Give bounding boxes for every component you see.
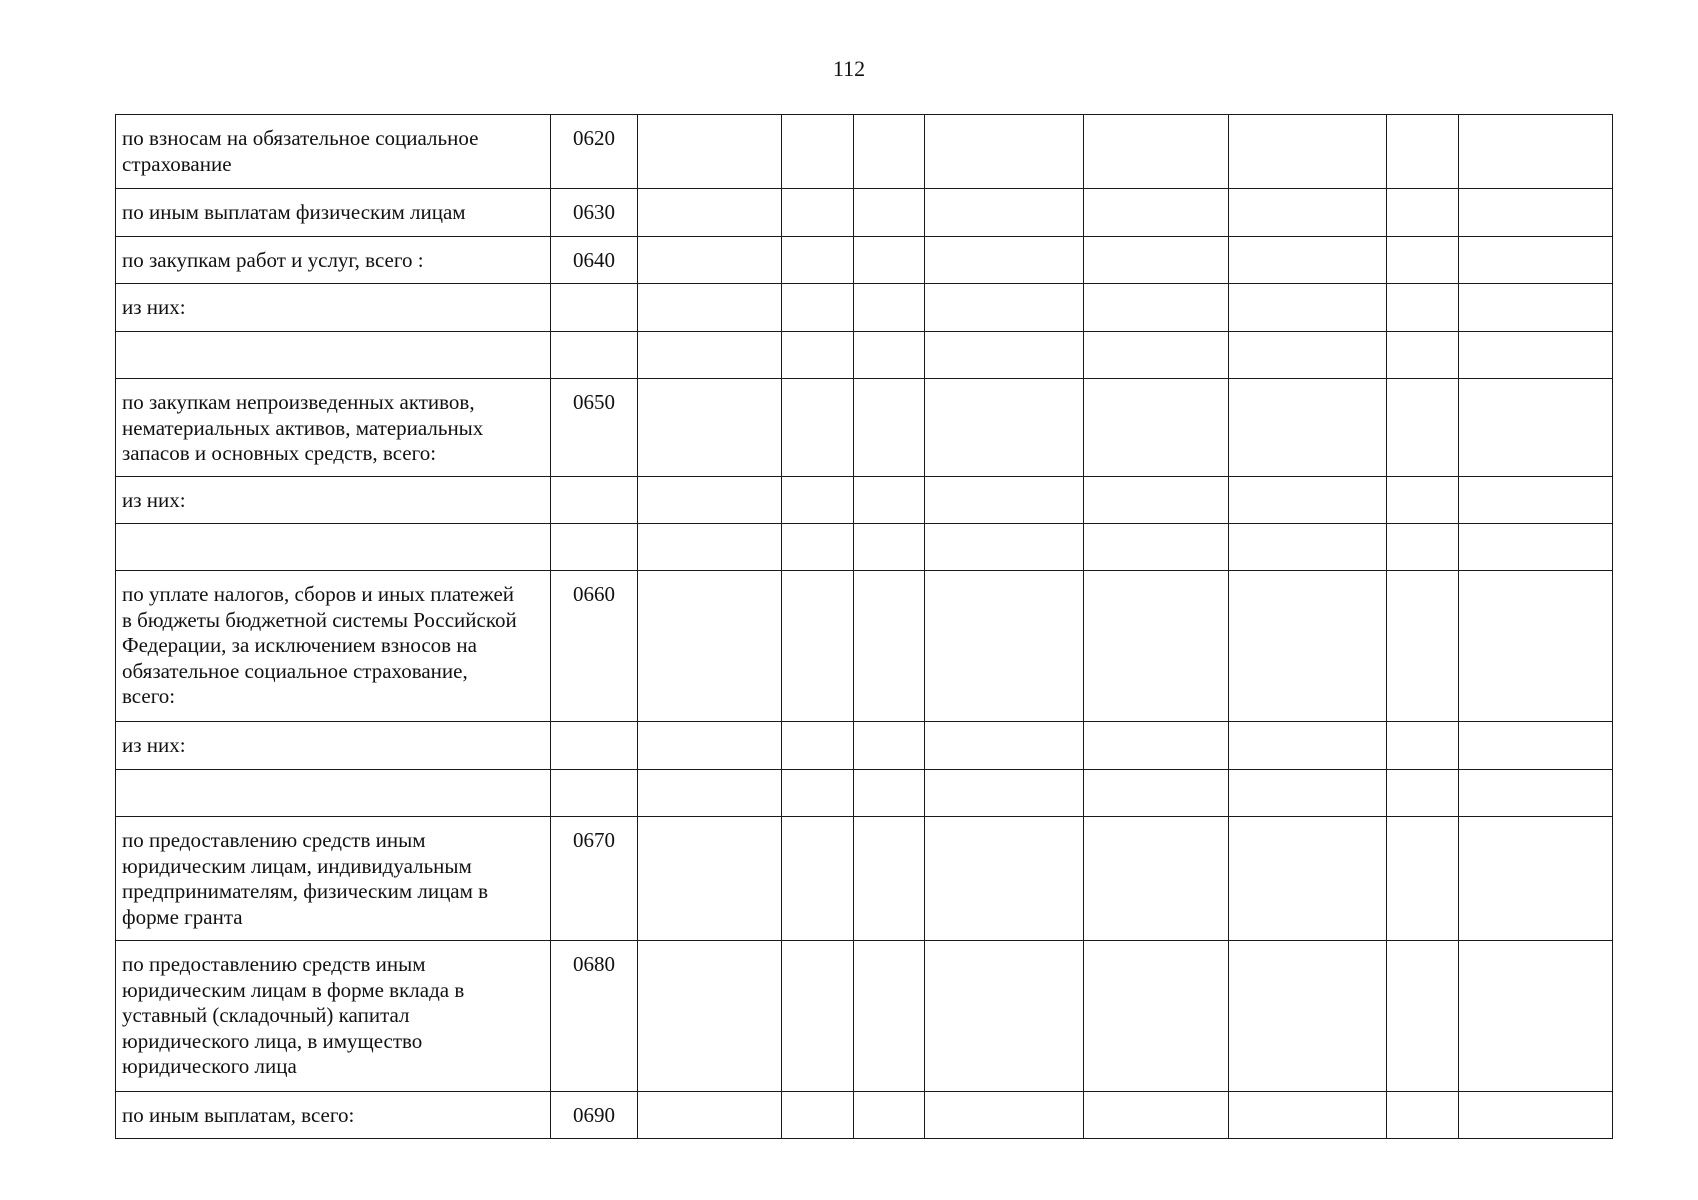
value-cell <box>1459 941 1613 1092</box>
value-cell <box>1459 237 1613 284</box>
value-cell <box>1084 379 1229 477</box>
value-cell <box>925 189 1084 237</box>
value-cell <box>1084 722 1229 770</box>
value-cell <box>1459 524 1613 571</box>
table-row <box>116 237 1613 284</box>
value-cell <box>782 284 854 332</box>
table-row <box>116 115 1613 189</box>
value-cell <box>854 477 925 524</box>
value-cell <box>925 722 1084 770</box>
value-cell <box>782 524 854 571</box>
value-cell <box>1229 284 1387 332</box>
value-cell <box>638 237 782 284</box>
value-cell <box>1387 379 1459 477</box>
value-cell <box>1387 477 1459 524</box>
row-code <box>551 524 638 571</box>
value-cell <box>854 332 925 379</box>
value-cell <box>782 571 854 722</box>
row-label: из них: <box>116 722 551 770</box>
value-cell <box>782 189 854 237</box>
value-cell <box>1084 817 1229 941</box>
value-cell <box>854 941 925 1092</box>
row-label: по взносам на обязательное социальное страхование <box>116 115 551 189</box>
value-cell <box>854 1092 925 1139</box>
row-label: по закупкам работ и услуг, всего : <box>116 237 551 284</box>
row-label: по предоставлению средств иным юридическим лицам в форме вклада в уставный (складочный) капитал юридического лица, в имущество юридического лица <box>116 941 551 1092</box>
value-cell <box>925 379 1084 477</box>
value-cell <box>638 284 782 332</box>
value-cell <box>1459 1092 1613 1139</box>
value-cell <box>1387 237 1459 284</box>
value-cell <box>925 284 1084 332</box>
row-code: 0640 <box>551 237 638 284</box>
table-row <box>116 379 1613 477</box>
value-cell <box>1459 115 1613 189</box>
value-cell <box>1229 1092 1387 1139</box>
value-cell <box>1084 1092 1229 1139</box>
row-label: по предоставлению средств иным юридическим лицам, индивидуальным предпринимателям, физическим лицам в форме гранта <box>116 817 551 941</box>
value-cell <box>1459 477 1613 524</box>
value-cell <box>1387 722 1459 770</box>
row-code <box>551 770 638 817</box>
value-cell <box>854 722 925 770</box>
value-cell <box>638 817 782 941</box>
row-label <box>116 524 551 571</box>
row-code <box>551 477 638 524</box>
value-cell <box>782 770 854 817</box>
value-cell <box>782 332 854 379</box>
table-row <box>116 189 1613 237</box>
value-cell <box>1229 379 1387 477</box>
value-cell <box>638 379 782 477</box>
value-cell <box>638 571 782 722</box>
value-cell <box>1229 571 1387 722</box>
value-cell <box>854 189 925 237</box>
value-cell <box>854 817 925 941</box>
value-cell <box>854 770 925 817</box>
table-row <box>116 817 1613 941</box>
value-cell <box>1229 189 1387 237</box>
row-label <box>116 770 551 817</box>
table-row <box>116 941 1613 1092</box>
row-code: 0660 <box>551 571 638 722</box>
value-cell <box>1084 237 1229 284</box>
value-cell <box>1084 332 1229 379</box>
value-cell <box>1084 284 1229 332</box>
row-label: из них: <box>116 284 551 332</box>
value-cell <box>1459 722 1613 770</box>
value-cell <box>1084 524 1229 571</box>
table-row <box>116 332 1613 379</box>
value-cell <box>1229 115 1387 189</box>
value-cell <box>782 1092 854 1139</box>
value-cell <box>854 524 925 571</box>
row-label: по закупкам непроизведенных активов, нематериальных активов, материальных запасов и основных средств, всего: <box>116 379 551 477</box>
value-cell <box>1387 571 1459 722</box>
row-label <box>116 332 551 379</box>
value-cell <box>1459 770 1613 817</box>
value-cell <box>638 770 782 817</box>
value-cell <box>854 115 925 189</box>
table-row <box>116 722 1613 770</box>
value-cell <box>1459 571 1613 722</box>
row-label: из них: <box>116 477 551 524</box>
table-row <box>116 571 1613 722</box>
value-cell <box>1459 379 1613 477</box>
row-code: 0620 <box>551 115 638 189</box>
value-cell <box>1387 524 1459 571</box>
value-cell <box>1459 817 1613 941</box>
value-cell <box>638 722 782 770</box>
value-cell <box>925 332 1084 379</box>
value-cell <box>1459 189 1613 237</box>
budget-form-table <box>115 114 1613 1139</box>
value-cell <box>1084 189 1229 237</box>
value-cell <box>1459 284 1613 332</box>
row-label: по иным выплатам, всего: <box>116 1092 551 1139</box>
value-cell <box>1229 941 1387 1092</box>
value-cell <box>1229 524 1387 571</box>
value-cell <box>1387 115 1459 189</box>
value-cell <box>782 941 854 1092</box>
value-cell <box>782 115 854 189</box>
table-row <box>116 524 1613 571</box>
value-cell <box>925 237 1084 284</box>
row-code: 0630 <box>551 189 638 237</box>
row-code <box>551 332 638 379</box>
value-cell <box>1387 817 1459 941</box>
value-cell <box>1387 941 1459 1092</box>
value-cell <box>1084 571 1229 722</box>
value-cell <box>1084 770 1229 817</box>
value-cell <box>782 722 854 770</box>
value-cell <box>1229 722 1387 770</box>
value-cell <box>854 379 925 477</box>
value-cell <box>925 817 1084 941</box>
row-code <box>551 284 638 332</box>
row-code: 0650 <box>551 379 638 477</box>
value-cell <box>782 379 854 477</box>
table-row <box>116 1092 1613 1139</box>
value-cell <box>782 477 854 524</box>
value-cell <box>638 189 782 237</box>
value-cell <box>638 1092 782 1139</box>
value-cell <box>1084 115 1229 189</box>
value-cell <box>854 571 925 722</box>
value-cell <box>638 332 782 379</box>
row-code: 0680 <box>551 941 638 1092</box>
value-cell <box>925 477 1084 524</box>
table-row <box>116 770 1613 817</box>
value-cell <box>1459 332 1613 379</box>
value-cell <box>1084 477 1229 524</box>
value-cell <box>1387 332 1459 379</box>
page-number: 112 <box>832 56 866 81</box>
value-cell <box>638 941 782 1092</box>
value-cell <box>1387 770 1459 817</box>
table-row <box>116 284 1613 332</box>
value-cell <box>925 115 1084 189</box>
value-cell <box>782 817 854 941</box>
value-cell <box>638 115 782 189</box>
row-code <box>551 722 638 770</box>
row-label: по уплате налогов, сборов и иных платежей в бюджеты бюджетной системы Российской Федерации, за исключением взносов на обязательное социальное страхование, всего: <box>116 571 551 722</box>
table-row <box>116 477 1613 524</box>
value-cell <box>854 237 925 284</box>
value-cell <box>925 770 1084 817</box>
value-cell <box>1387 284 1459 332</box>
row-label: по иным выплатам физическим лицам <box>116 189 551 237</box>
value-cell <box>925 1092 1084 1139</box>
value-cell <box>1229 817 1387 941</box>
value-cell <box>638 477 782 524</box>
value-cell <box>1229 332 1387 379</box>
value-cell <box>1084 941 1229 1092</box>
value-cell <box>1229 477 1387 524</box>
value-cell <box>782 237 854 284</box>
row-code: 0670 <box>551 817 638 941</box>
value-cell <box>854 284 925 332</box>
row-code: 0690 <box>551 1092 638 1139</box>
value-cell <box>925 941 1084 1092</box>
value-cell <box>1229 237 1387 284</box>
value-cell <box>1387 189 1459 237</box>
value-cell <box>1387 1092 1459 1139</box>
value-cell <box>925 524 1084 571</box>
value-cell <box>1229 770 1387 817</box>
value-cell <box>925 571 1084 722</box>
value-cell <box>638 524 782 571</box>
